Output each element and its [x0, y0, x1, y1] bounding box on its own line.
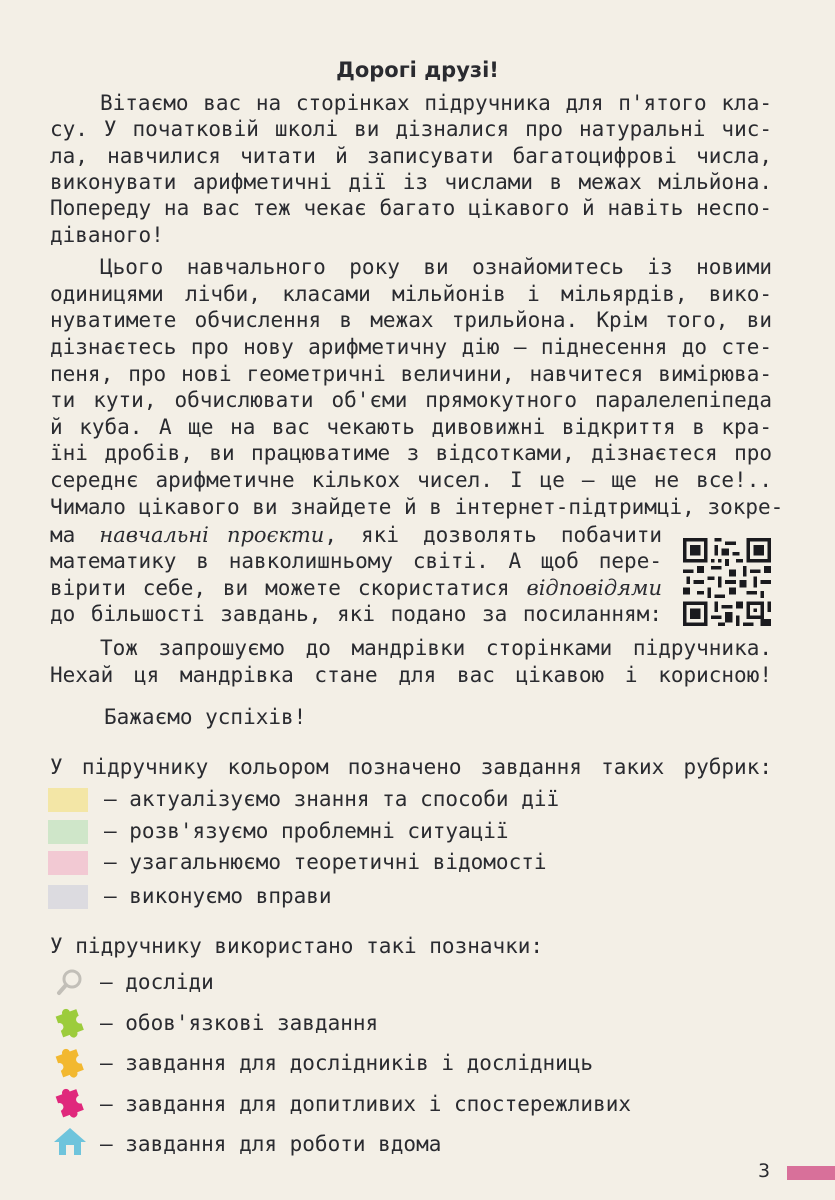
icon-legend-label: — завдання для дослідників і дослідниць — [100, 1051, 594, 1075]
answers-emphasis: відповідями — [526, 576, 662, 600]
swatch-gray — [48, 885, 88, 909]
color-legend-label: — виконуємо вправи — [104, 884, 332, 908]
body-line: до більшості завдань, які подано за посиланням: — [50, 602, 662, 626]
page-tab-marker — [787, 1166, 835, 1180]
closing-wish: Бажаємо успіхів! — [104, 705, 307, 729]
body-line: й куба. А ще на вас чекають дивовижні відкриття в кра- — [50, 415, 772, 439]
icon-legend-label: — завдання для роботи вдома — [100, 1132, 442, 1156]
color-legend-title: У підручнику кольором позначено завдання таких рубрик: — [50, 755, 772, 779]
color-legend-label: — узагальнюємо теоретичні відомості — [104, 850, 547, 874]
body-line: середнє арифметичне кількох чисел. І це — ще не все!.. — [50, 468, 772, 492]
house-icon — [50, 1124, 90, 1158]
body-line: одиницями лічби, класами мільйонів і мільярдів, вико- — [50, 282, 772, 306]
body-line: ти кути, обчислювати об'єми прямокутного паралелепіпеда — [50, 388, 772, 412]
page-number: 3 — [758, 1160, 771, 1182]
body-line: Вітаємо вас на сторінках підручника для п'ятого кла- — [100, 91, 772, 115]
body-line: математику в навколишньому світі. А щоб пере- — [50, 549, 662, 573]
body-line: ла, навчилися читати й записувати багатоцифрові числа, — [50, 144, 772, 168]
body-line: ма навчальні проєкти, які дозволять побачити — [50, 523, 663, 547]
icon-legend-label: — досліди — [100, 970, 214, 994]
body-line: Попереду на вас теж чекає багато цікавого й навіть неспо- — [50, 196, 772, 220]
qr-code-icon[interactable] — [683, 538, 771, 626]
icon-legend-title: У підручнику використано такі позначки: — [50, 934, 544, 958]
body-line: дізнаєтесь про нову арифметичну дію — піднесення до сте- — [50, 335, 772, 359]
body-line: су. У початковій школі ви дізналися про натуральні чис- — [50, 117, 772, 141]
icon-legend-label: — обов'язкові завдання — [100, 1011, 379, 1035]
body-line: пеня, про нові геометричні величини, навчитеся вимірюва- — [50, 362, 772, 386]
puzzle-orange-icon — [50, 1044, 90, 1078]
puzzle-pink-icon — [50, 1084, 90, 1118]
body-line: вірити себе, ви можете скористатися відповідями — [50, 576, 662, 600]
swatch-green — [48, 820, 88, 844]
body-line: виконувати арифметичні дії із числами в межах мільйона. — [50, 170, 772, 194]
body-line: їні дробів, ви працюватиме з відсотками, дізнаєтеся про — [50, 441, 772, 465]
body-line: нуватимете обчислення в межах трильйона. Крім того, ви — [50, 308, 772, 332]
body-line: Цього навчального року ви ознайомитесь із новими — [100, 255, 772, 279]
puzzle-green-icon — [50, 1004, 90, 1038]
color-legend-label: — актуалізуємо знання та способи дії — [104, 787, 560, 811]
swatch-yellow — [48, 788, 88, 812]
projects-emphasis: навчальні проєкти — [99, 523, 325, 547]
swatch-pink — [48, 851, 88, 875]
icon-legend-label: — завдання для допитливих і спостережливих — [100, 1092, 632, 1116]
body-line: Тож запрошуємо до мандрівки сторінками підручника. — [100, 636, 772, 660]
body-line: діваного! — [50, 223, 164, 247]
body-line: Чимало цікавого ви знайдете й в інтернет-підтримці, зокре- — [50, 495, 784, 519]
magnifier-icon — [50, 964, 90, 998]
page-title: Дорогі друзі! — [336, 58, 499, 82]
body-line: Нехай ця мандрівка стане для вас цікавою і корисною! — [50, 663, 772, 687]
color-legend-label: — розв'язуємо проблемні ситуації — [104, 819, 509, 843]
